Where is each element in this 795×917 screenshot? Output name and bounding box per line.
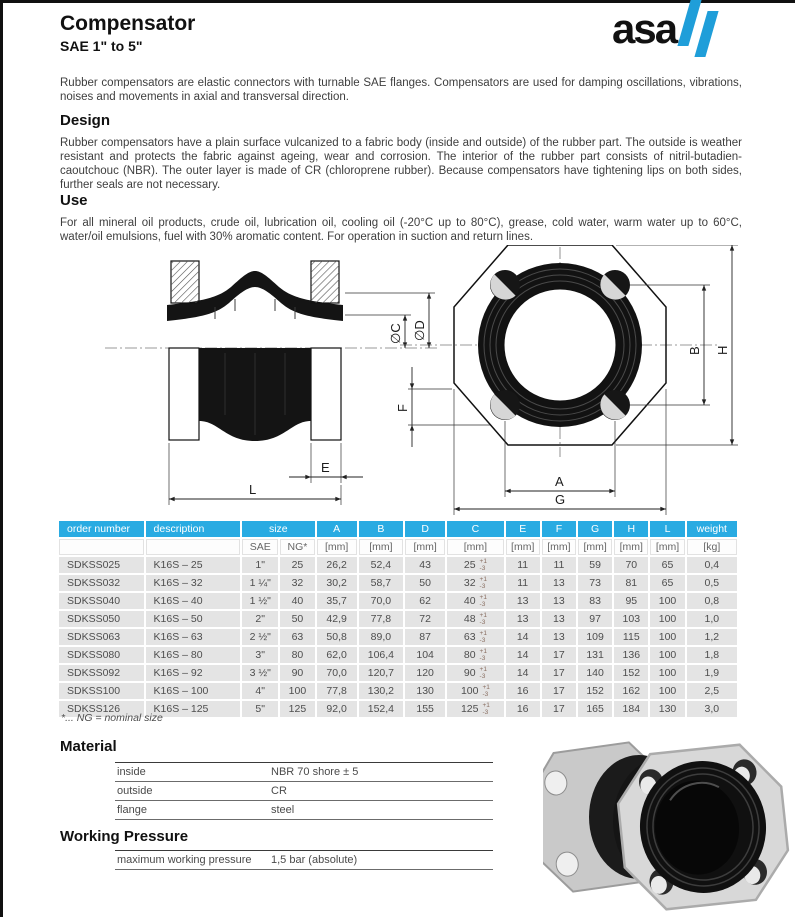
col-d: D bbox=[405, 521, 445, 537]
cell-sae: 2 ½" bbox=[242, 629, 278, 645]
table-row bbox=[59, 629, 737, 645]
logo-text: asa bbox=[612, 5, 677, 52]
cell-f: 13 bbox=[542, 629, 576, 645]
cell-b: 77,8 bbox=[359, 611, 403, 627]
cell-g: 140 bbox=[578, 665, 612, 681]
cell-g: 83 bbox=[578, 593, 612, 609]
col-description: description bbox=[146, 521, 241, 537]
cell-c: 90 +1 -3 bbox=[447, 665, 503, 681]
cell-description: K16S – 92 bbox=[146, 665, 241, 681]
unit-mm: [mm] bbox=[542, 539, 576, 555]
side-view bbox=[105, 261, 437, 505]
cell-g: 73 bbox=[578, 575, 612, 591]
unit-mm: [mm] bbox=[506, 539, 540, 555]
spec-row bbox=[115, 801, 493, 820]
col-size: size bbox=[242, 521, 314, 537]
table-header-row bbox=[59, 521, 737, 537]
cell-sae: 3" bbox=[242, 647, 278, 663]
col-h: H bbox=[614, 521, 648, 537]
col-weight: weight bbox=[687, 521, 737, 537]
unit-mm: [mm] bbox=[447, 539, 503, 555]
cell-f: 17 bbox=[542, 647, 576, 663]
cell-d: 155 bbox=[405, 701, 445, 717]
unit-ng: NG* bbox=[280, 539, 314, 555]
table-row bbox=[59, 575, 737, 591]
cell-b: 89,0 bbox=[359, 629, 403, 645]
table-units-row bbox=[59, 539, 737, 555]
cell-d: 120 bbox=[405, 665, 445, 681]
intro-paragraph: Rubber compensators are elastic connectors with turnable SAE flanges. Compensators are used for damping oscillations, vibrations, noises and movements in axial and transversal direction. bbox=[60, 77, 742, 103]
cell-a: 62,0 bbox=[317, 647, 357, 663]
cell-weight: 1,0 bbox=[687, 611, 737, 627]
cell-weight: 1,8 bbox=[687, 647, 737, 663]
cell-b: 152,4 bbox=[359, 701, 403, 717]
dim-label-d: ∅D bbox=[412, 320, 427, 341]
cell-l: 100 bbox=[650, 629, 684, 645]
cell-ng: 80 bbox=[280, 647, 314, 663]
col-g: G bbox=[578, 521, 612, 537]
cell-d: 50 bbox=[405, 575, 445, 591]
cell-weight: 3,0 bbox=[687, 701, 737, 717]
use-heading: Use bbox=[60, 192, 88, 209]
cell-e: 11 bbox=[506, 575, 540, 591]
dim-label-c: ∅C bbox=[388, 323, 403, 344]
col-a: A bbox=[317, 521, 357, 537]
table-body bbox=[59, 557, 737, 717]
cell-a: 42,9 bbox=[317, 611, 357, 627]
cell-weight: 1,2 bbox=[687, 629, 737, 645]
cell-d: 87 bbox=[405, 629, 445, 645]
cell-l: 100 bbox=[650, 611, 684, 627]
col-e: E bbox=[506, 521, 540, 537]
col-f: F bbox=[542, 521, 576, 537]
cell-h: 115 bbox=[614, 629, 648, 645]
cell-l: 65 bbox=[650, 575, 684, 591]
cell-sae: 2" bbox=[242, 611, 278, 627]
page-subtitle: SAE 1" to 5" bbox=[60, 38, 143, 54]
cell-c: 40 +1 -3 bbox=[447, 593, 503, 609]
table-row bbox=[59, 557, 737, 573]
design-paragraph: Rubber compensators have a plain surface vulcanized to a fabric body (inside and outside) of the rubber part. The outside is weather resistant and protects the fabric against ageing, wear and corrosion. The interior of the rubber part consists of nitril-butadien-caoutchouc (NBR). The outer layer is made of CR (chloroprene rubber). Because compensators have tightening lips on both sides, further seals are not necessary. bbox=[60, 137, 742, 191]
unit-mm: [mm] bbox=[405, 539, 445, 555]
unit-mm: [mm] bbox=[359, 539, 403, 555]
cell-f: 13 bbox=[542, 611, 576, 627]
cell-order-number: SDKSS025 bbox=[59, 557, 144, 573]
cell-a: 92,0 bbox=[317, 701, 357, 717]
cell-a: 30,2 bbox=[317, 575, 357, 591]
unit-mm: [mm] bbox=[614, 539, 648, 555]
cell-sae: 1 ¼" bbox=[242, 575, 278, 591]
cell-l: 100 bbox=[650, 683, 684, 699]
table-footnote: *... NG = nominal size bbox=[61, 712, 163, 724]
material-table bbox=[115, 762, 493, 820]
page-edge-left bbox=[0, 0, 3, 917]
dim-label-e: E bbox=[321, 460, 330, 475]
cell-a: 70,0 bbox=[317, 665, 357, 681]
spec-label: maximum working pressure bbox=[115, 851, 269, 870]
cell-a: 35,7 bbox=[317, 593, 357, 609]
cell-order-number: SDKSS032 bbox=[59, 575, 144, 591]
cell-weight: 0,4 bbox=[687, 557, 737, 573]
cell-sae: 3 ½" bbox=[242, 665, 278, 681]
cell-g: 131 bbox=[578, 647, 612, 663]
cell-order-number: SDKSS126 bbox=[59, 701, 144, 717]
cell-f: 13 bbox=[542, 593, 576, 609]
cell-c: 100 +1 -3 bbox=[447, 683, 503, 699]
cell-ng: 40 bbox=[280, 593, 314, 609]
design-heading: Design bbox=[60, 112, 111, 129]
cell-c: 25 +1 -3 bbox=[447, 557, 503, 573]
cell-b: 58,7 bbox=[359, 575, 403, 591]
cell-g: 109 bbox=[578, 629, 612, 645]
cell-e: 13 bbox=[506, 611, 540, 627]
cell-d: 104 bbox=[405, 647, 445, 663]
unit-sae: SAE bbox=[242, 539, 278, 555]
cell-e: 14 bbox=[506, 647, 540, 663]
cell-h: 81 bbox=[614, 575, 648, 591]
cell-b: 70,0 bbox=[359, 593, 403, 609]
col-b: B bbox=[359, 521, 403, 537]
cell-description: K16S – 25 bbox=[146, 557, 241, 573]
page-title: Compensator bbox=[60, 12, 196, 35]
spec-row bbox=[115, 782, 493, 801]
cell-d: 43 bbox=[405, 557, 445, 573]
cell-ng: 25 bbox=[280, 557, 314, 573]
cell-order-number: SDKSS080 bbox=[59, 647, 144, 663]
cell-order-number: SDKSS050 bbox=[59, 611, 144, 627]
table-row bbox=[59, 683, 737, 699]
cell-order-number: SDKSS040 bbox=[59, 593, 144, 609]
cell-ng: 63 bbox=[280, 629, 314, 645]
cell-ng: 50 bbox=[280, 611, 314, 627]
cell-h: 103 bbox=[614, 611, 648, 627]
cell-sae: 1 ½" bbox=[242, 593, 278, 609]
cell-l: 100 bbox=[650, 665, 684, 681]
cell-a: 26,2 bbox=[317, 557, 357, 573]
cell-order-number: SDKSS063 bbox=[59, 629, 144, 645]
unit-mm: [mm] bbox=[650, 539, 684, 555]
product-photo bbox=[543, 735, 795, 913]
cell-f: 17 bbox=[542, 701, 576, 717]
cell-e: 14 bbox=[506, 665, 540, 681]
cell-b: 130,2 bbox=[359, 683, 403, 699]
unit-kg: [kg] bbox=[687, 539, 737, 555]
cell-c: 63 +1 -3 bbox=[447, 629, 503, 645]
cell-g: 152 bbox=[578, 683, 612, 699]
dim-label-f: F bbox=[395, 404, 410, 412]
table-row bbox=[59, 647, 737, 663]
unit-mm: [mm] bbox=[317, 539, 357, 555]
cell-e: 11 bbox=[506, 557, 540, 573]
dim-label-a: A bbox=[555, 474, 564, 489]
col-c: C bbox=[447, 521, 503, 537]
dim-label-l: L bbox=[249, 482, 257, 497]
cell-b: 52,4 bbox=[359, 557, 403, 573]
cell-description: K16S – 40 bbox=[146, 593, 241, 609]
cell-b: 120,7 bbox=[359, 665, 403, 681]
cell-e: 16 bbox=[506, 683, 540, 699]
cell-ng: 100 bbox=[280, 683, 314, 699]
cell-weight: 2,5 bbox=[687, 683, 737, 699]
cell-g: 97 bbox=[578, 611, 612, 627]
table-row bbox=[59, 593, 737, 609]
cell-c: 125 +1 -3 bbox=[447, 701, 503, 717]
cell-a: 77,8 bbox=[317, 683, 357, 699]
cell-f: 13 bbox=[542, 575, 576, 591]
cell-g: 165 bbox=[578, 701, 612, 717]
table-row bbox=[59, 665, 737, 681]
cell-description: K16S – 125 bbox=[146, 701, 241, 717]
cell-description: K16S – 50 bbox=[146, 611, 241, 627]
cell-c: 80 +1 -3 bbox=[447, 647, 503, 663]
cell-e: 13 bbox=[506, 593, 540, 609]
material-heading: Material bbox=[60, 738, 117, 755]
cell-weight: 0,8 bbox=[687, 593, 737, 609]
cell-c: 48 +1 -3 bbox=[447, 611, 503, 627]
cell-a: 50,8 bbox=[317, 629, 357, 645]
cell-f: 17 bbox=[542, 683, 576, 699]
cell-description: K16S – 100 bbox=[146, 683, 241, 699]
cell-order-number: SDKSS100 bbox=[59, 683, 144, 699]
cell-l: 100 bbox=[650, 647, 684, 663]
cell-d: 130 bbox=[405, 683, 445, 699]
front-view bbox=[395, 245, 738, 515]
unit-blank bbox=[146, 539, 241, 555]
spec-value: CR bbox=[269, 782, 493, 801]
spec-value: steel bbox=[269, 801, 493, 820]
cell-e: 16 bbox=[506, 701, 540, 717]
cell-h: 184 bbox=[614, 701, 648, 717]
cell-l: 130 bbox=[650, 701, 684, 717]
cell-h: 70 bbox=[614, 557, 648, 573]
logo-slashes-icon bbox=[684, 0, 712, 57]
cell-c: 32 +1 -3 bbox=[447, 575, 503, 591]
cell-f: 17 bbox=[542, 665, 576, 681]
cell-weight: 1,9 bbox=[687, 665, 737, 681]
table-row bbox=[59, 611, 737, 627]
cell-description: K16S – 80 bbox=[146, 647, 241, 663]
cell-d: 72 bbox=[405, 611, 445, 627]
use-paragraph: For all mineral oil products, crude oil, lubrication oil, cooling oil (-20°C up to 80°C), grease, cold water, warm water up to 60°C, water/oil emulsions, fuel with 30% aromatic content. For operation in suction and return lines. bbox=[60, 217, 742, 243]
cell-f: 11 bbox=[542, 557, 576, 573]
cell-ng: 125 bbox=[280, 701, 314, 717]
cell-h: 152 bbox=[614, 665, 648, 681]
cell-b: 106,4 bbox=[359, 647, 403, 663]
unit-blank bbox=[59, 539, 144, 555]
cell-sae: 1" bbox=[242, 557, 278, 573]
cell-order-number: SDKSS092 bbox=[59, 665, 144, 681]
unit-mm: [mm] bbox=[578, 539, 612, 555]
cell-ng: 90 bbox=[280, 665, 314, 681]
spec-row bbox=[115, 763, 493, 782]
dimension-table bbox=[57, 519, 739, 719]
spec-row bbox=[115, 851, 493, 870]
col-order-number: order number bbox=[59, 521, 144, 537]
dim-label-g: G bbox=[555, 492, 566, 507]
cell-sae: 4" bbox=[242, 683, 278, 699]
cell-h: 136 bbox=[614, 647, 648, 663]
cell-ng: 32 bbox=[280, 575, 314, 591]
cell-weight: 0,5 bbox=[687, 575, 737, 591]
cell-h: 162 bbox=[614, 683, 648, 699]
dim-label-h: H bbox=[715, 345, 730, 355]
col-l: L bbox=[650, 521, 684, 537]
cell-description: K16S – 63 bbox=[146, 629, 241, 645]
technical-drawing bbox=[55, 245, 755, 517]
cell-description: K16S – 32 bbox=[146, 575, 241, 591]
cell-d: 62 bbox=[405, 593, 445, 609]
cell-e: 14 bbox=[506, 629, 540, 645]
cell-g: 59 bbox=[578, 557, 612, 573]
cell-h: 95 bbox=[614, 593, 648, 609]
spec-label: flange bbox=[115, 801, 269, 820]
spec-label: outside bbox=[115, 782, 269, 801]
spec-label: inside bbox=[115, 763, 269, 782]
spec-value: 1,5 bar (absolute) bbox=[269, 851, 493, 870]
cell-l: 100 bbox=[650, 593, 684, 609]
cell-l: 65 bbox=[650, 557, 684, 573]
asa-logo bbox=[612, 0, 712, 58]
cell-sae: 5" bbox=[242, 701, 278, 717]
header bbox=[60, 12, 195, 54]
spec-value: NBR 70 shore ± 5 bbox=[269, 763, 493, 782]
working-pressure-heading: Working Pressure bbox=[60, 828, 189, 845]
dim-label-b: B bbox=[687, 346, 702, 355]
working-pressure-table bbox=[115, 850, 493, 870]
